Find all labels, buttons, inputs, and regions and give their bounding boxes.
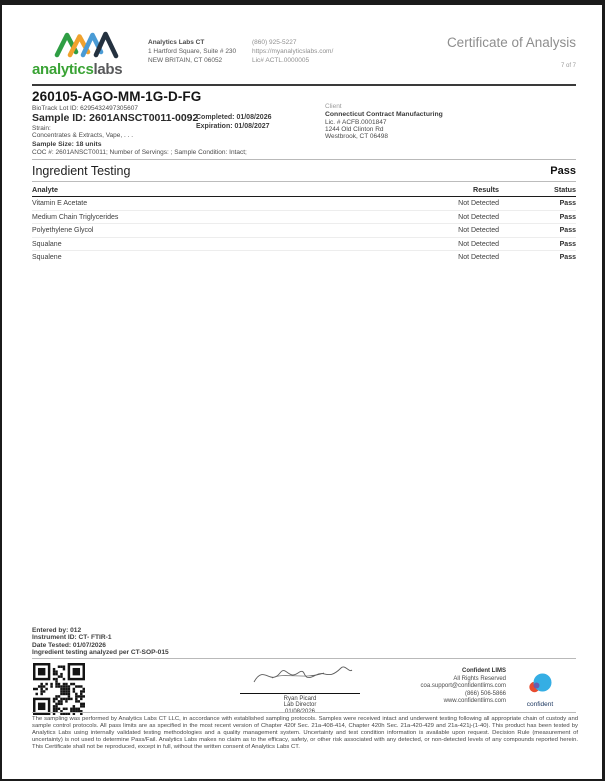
brand-name xyxy=(32,61,148,78)
lab-phone: (860) 925-5227 xyxy=(252,39,297,46)
client-address: 1244 Old Clinton Rd xyxy=(325,125,384,133)
confident-logo-icon xyxy=(525,673,555,695)
results-cell: Not Detected xyxy=(458,240,499,248)
analysis-footer xyxy=(32,627,169,657)
footer-divider-top xyxy=(32,658,576,659)
signature-line xyxy=(240,662,360,694)
footer-divider-bottom xyxy=(32,712,576,713)
status-cell: Pass xyxy=(559,240,576,248)
sample-title: 260105-AGO-MM-1G-D-FG xyxy=(32,89,202,104)
brand-name-analytics: analytics xyxy=(32,61,94,78)
client-license: Lic. # ACFB.0001847 xyxy=(325,118,387,126)
biotrack-lot: BioTrack Lot ID: 6295432497305607 xyxy=(32,105,139,112)
section-divider xyxy=(32,159,576,160)
client-city: Westbrook, CT 06498 xyxy=(325,132,388,140)
status-cell: Pass xyxy=(559,227,576,234)
overall-status-badge: Pass xyxy=(550,165,576,177)
matrix-types: Concentrates & Extracts, Vape, . . . xyxy=(32,131,134,139)
lab-url: https://myanalyticslabs.com/ xyxy=(252,48,334,55)
analyte-cell: Polyethylene Glycol xyxy=(32,227,94,234)
signature-block xyxy=(240,662,360,716)
lab-contact xyxy=(252,38,362,78)
instrument-id: Instrument ID: CT- FTIR-1 xyxy=(32,634,112,642)
header-divider xyxy=(32,84,576,86)
completed-date: Completed: 01/08/2026 xyxy=(196,114,272,121)
lab-license: Lic# ACTL.0000005 xyxy=(252,57,310,64)
header xyxy=(32,29,576,78)
page-number: 7 of 7 xyxy=(560,63,576,69)
analyte-cell: Squalane xyxy=(32,240,62,248)
status-cell: Pass xyxy=(559,200,576,207)
lab-info xyxy=(148,38,252,78)
section-title: Ingredient Testing xyxy=(32,164,131,178)
brand-logo xyxy=(32,29,148,78)
results-cell: Not Detected xyxy=(458,213,499,221)
lims-phone: (866) 506-5866 xyxy=(464,690,506,697)
doc-title: Certificate of Analysis xyxy=(446,35,576,50)
brand-mark-icon xyxy=(54,29,120,59)
method-note: Ingredient testing analyzed per CT-SOP-015 xyxy=(32,649,169,657)
table-row xyxy=(32,211,576,225)
col-header-status: Status xyxy=(554,185,576,194)
results-cell: Not Detected xyxy=(458,227,499,234)
lims-website: www.confidentlims.com xyxy=(443,698,506,705)
lab-name: Analytics Labs CT xyxy=(148,39,205,46)
analyte-cell: Vitamin E Acetate xyxy=(32,200,88,207)
strain-label: Strain: xyxy=(32,124,51,132)
sample-size: Sample Size: 18 units xyxy=(32,141,102,148)
qr-code xyxy=(33,663,85,715)
date-tested: Date Tested: 01/07/2026 xyxy=(32,641,106,649)
lab-city: NEW BRITAIN, CT 06052 xyxy=(148,57,223,64)
table-row xyxy=(32,251,576,264)
expiration-date: Expiration: 01/08/2027 xyxy=(196,123,270,130)
confident-logo-text: confident xyxy=(526,701,554,708)
confident-logo xyxy=(518,673,562,708)
entered-by: Entered by: 012 xyxy=(32,627,82,634)
coc-line: COC #: 2601ANSCT0011; Number of Servings: ; Sample Condition: Intact; xyxy=(32,148,247,156)
table-row xyxy=(32,197,576,211)
status-cell: Pass xyxy=(559,213,576,221)
col-header-analyte: Analyte xyxy=(32,185,58,194)
lims-name: Confident LIMS xyxy=(462,668,506,674)
table-header-row xyxy=(32,182,576,197)
status-cell: Pass xyxy=(559,254,576,261)
signer-name: Ryan Picard xyxy=(283,695,317,702)
lims-rights: All Rights Reserved xyxy=(453,675,506,682)
table-row xyxy=(32,238,576,252)
lab-address: 1 Hartford Square, Suite # 230 xyxy=(148,48,237,55)
header-right xyxy=(362,29,576,78)
ingredient-table xyxy=(32,181,576,264)
disclaimer: The sampling was performed by Analytics Labs CT LLC, in accordance with established sampling protocols. Samples were received intact and underwent testing following all appropriate chain of custody and sample control protocols. All pass limits are as specified in the most recent version of Chapter 420f Sec. 21a-408-414, Chapter 420h Sec. 21a-420-429 and 21a-421j-(1-40). This product has been tested by Analytics Labs using internally validated testing methodologies and a quality management system. Uncertainty and test condition information is available upon request. Decision Rule (measurement of uncertainty) is not used to determine Pass/Fail. Analytics Labs makes no claim as to the efficacy, safety, or other risk associated with any detected, or non-detected levels of any compounds reported herein. This Certificate shall not be reproduced, except in full, without the written consent of Analytics Labs CT. xyxy=(32,716,578,751)
signer-role: Lab Director xyxy=(283,702,317,709)
client-name: Connecticut Contract Manufacturing xyxy=(325,111,443,118)
table-row xyxy=(32,224,576,238)
brand-name-labs: labs xyxy=(93,61,123,78)
certificate-page xyxy=(2,5,602,779)
results-cell: Not Detected xyxy=(458,200,499,207)
signature-image xyxy=(244,662,356,688)
sample-id: Sample ID: 2601ANSCT0011-0092 xyxy=(32,112,199,124)
lims-email: coa.support@confidentlims.com xyxy=(420,683,506,690)
results-cell: Not Detected xyxy=(458,254,499,261)
analyte-cell: Medium Chain Triglycerides xyxy=(32,213,119,221)
analyte-cell: Squalene xyxy=(32,254,62,261)
client-label: Client xyxy=(325,103,342,110)
col-header-results: Results xyxy=(473,185,499,194)
lims-info xyxy=(421,668,506,706)
